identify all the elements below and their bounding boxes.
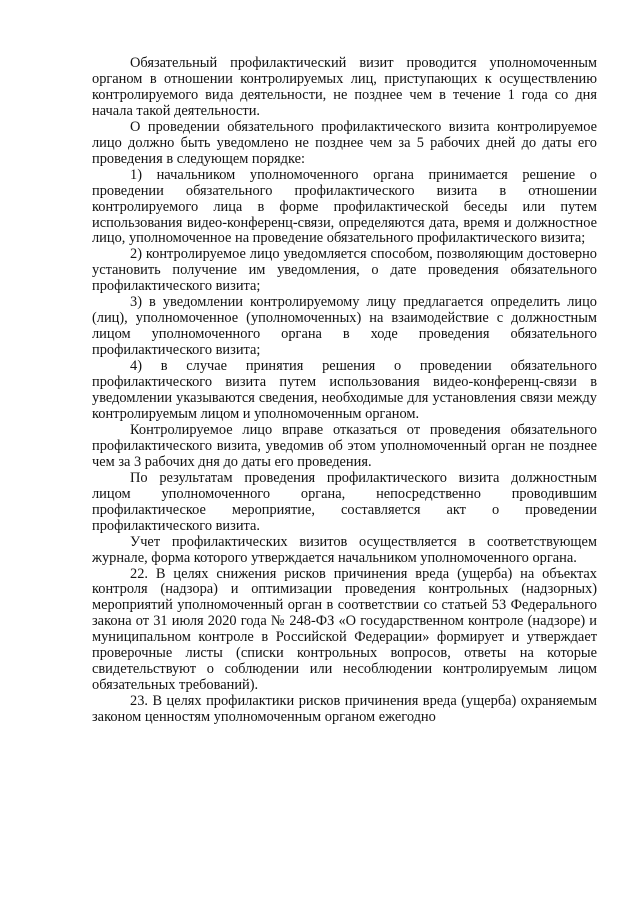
- paragraph-item-1: 1) начальником уполномоченного органа принимается решение о проведении обязательного профилактического визита в отношении контролируемого лица в форме профилактической беседы или путем использования видео-конференц-связи, определяются дата, время и должностное лицо, уполномоченное на проведение обязательного профилактического визита;: [92, 166, 597, 247]
- paragraph-section-22: 22. В целях снижения рисков причинения вреда (ущерба) на объектах контроля (надзора) и оптимизации проведения контрольных (надзорных) мероприятий уполномоченный орган в соответствии со статьей 53 Федерального закона от 31 июля 2020 года № 248-ФЗ «О государственном контроле (надзоре) и муниципальном контроле в Российской Федерации» формирует и утверждает проверочные листы (списки контрольных вопросов, ответы на которые свидетельствуют о соблюдении или несоблюдении контролируемым лицом обязательных требований).: [92, 565, 597, 694]
- paragraph-refusal: Контролируемое лицо вправе отказаться от проведения обязательного профилактического визита, уведомив об этом уполномоченный орган не позднее чем за 3 рабочих дня до даты его проведения.: [92, 421, 597, 470]
- paragraph-section-23: 23. В целях профилактики рисков причинения вреда (ущерба) охраняемым законом ценностям уполномоченным органом ежегодно: [92, 693, 597, 726]
- paragraph-visit-journal: Учет профилактических визитов осуществляется в соответствующем журнале, форма которого утверждается начальником уполномоченного органа.: [92, 533, 597, 566]
- paragraph-item-2: 2) контролируемое лицо уведомляется способом, позволяющим достоверно установить получение им уведомления, о дате проведения обязательного профилактического визита;: [92, 246, 597, 295]
- paragraph-visit-act: По результатам проведения профилактического визита должностным лицом уполномоченного органа, непосредственно проводившим профилактическое мероприятие, составляется акт о проведении профилактического визита.: [92, 469, 597, 534]
- paragraph-notification-order: О проведении обязательного профилактического визита контролируемое лицо должно быть уведомлено не позднее чем за 5 рабочих дней до даты его проведения в следующем порядке:: [92, 118, 597, 167]
- paragraph-mandatory-visit: Обязательный профилактический визит проводится уполномоченным органом в отношении контролируемых лиц, приступающих к осуществлению контролируемого вида деятельности, не позднее чем в течение 1 года со дня начала такой деятельности.: [92, 55, 597, 119]
- paragraph-item-4: 4) в случае принятия решения о проведении обязательного профилактического визита путем использования видео-конференц-связи в уведомлении указываются сведения, необходимые для установления связи между контролируемым лицом и уполномоченным органом.: [92, 358, 597, 422]
- document-body: [92, 56, 597, 726]
- paragraph-item-3: 3) в уведомлении контролируемому лицу предлагается определить лицо (лиц), уполномоченное (уполномоченных) на взаимодействие с должностным лицом уполномоченного органа в ходе проведения обязательного профилактического визита;: [92, 294, 597, 359]
